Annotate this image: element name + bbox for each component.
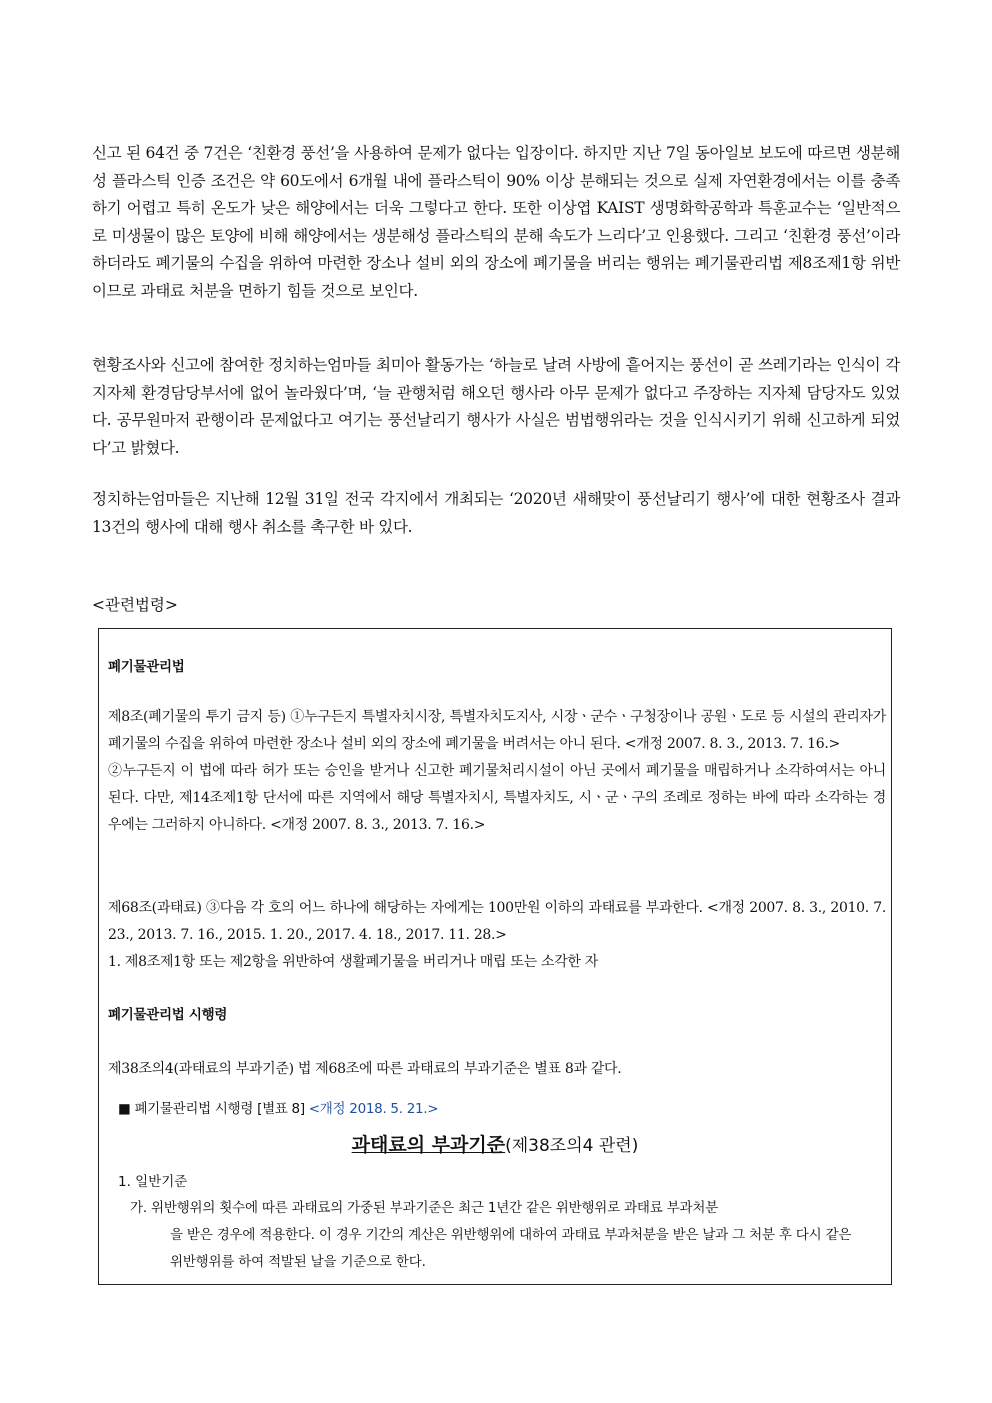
article-38-4: 제38조의4(과태료의 부과기준) 법 제68조에 따른 과태료의 부과기준은 별표 8과 같다. [108,1061,622,1077]
paragraph-activist-quote: 현황조사와 신고에 참여한 정치하는엄마들 최미아 활동가는 ‘하늘로 날려 사방에 흩어지는 풍선이 곧 쓰레기라는 인식이 각 지자체 환경담당부서에 없어 놀라웠다’며, ‘늘 관행처럼 해오던 행사라 아무 문제가 없다고 주장하는 지자체 담당자도 있었다. 공무원마저 관행이라 문제없다고 여기는 풍선날리기 행사가 사실은 범법행위라는 것을 인식시키기 위해 신고하게 되었다’고 밝혔다. [92,356,900,457]
fine-criteria-title [98,1130,892,1157]
paragraph-prior-survey: 정치하는엄마들은 지난해 12월 31일 전국 각지에서 개최되는 ‘2020년 새해맞이 풍선날리기 행사’에 대한 현황조사 결과 13건의 행사에 대해 행사 취소를 촉구한 바 있다. [92,490,900,536]
law-title-waste-management-act: 폐기물관리법 [108,659,185,675]
article-68 [108,895,886,976]
law-title-enforcement-decree: 폐기물관리법 시행령 [108,1007,228,1023]
appendix-revised-date: <개정 2018. 5. 21.> [308,1101,439,1117]
appendix-table-label: ■ 폐기물관리법 시행령 [별표 8] [118,1101,305,1117]
fine-criteria-title-sub: (제38조의4 관련) [505,1136,639,1156]
paragraph-eco-balloon: 신고 된 64건 중 7건은 ‘친환경 풍선’을 사용하여 문제가 없다는 입장이다. 하지만 지난 7일 동아일보 보도에 따르면 생분해성 플라스틱 인증 조건은 약 60도에서 6개월 내에 플라스틱이 90% 이상 분해되는 것으로 실제 자연환경에서는 이를 충족하기 어렵고 특히 온도가 낮은 해양에서는 더욱 그렇다고 한다. 또한 이상엽 KAIST 생명화학공학과 특훈교수는 ‘일반적으로 미생물이 많은 토양에 비해 해양에서는 생분해성 플라스틱의 분해 속도가 느리다’고 인용했다. 그리고 ‘친환경 풍선’이라 하더라도 폐기물의 수집을 위하여 마련한 장소나 설비 외의 장소에 폐기물을 버리는 행위는 폐기물관리법 제8조제1항 위반이므로 과태료 처분을 면하기 힘들 것으로 보인다. [92,144,900,300]
article-8-paragraph-2: ②누구든지 이 법에 따라 허가 또는 승인을 받거나 신고한 폐기물처리시설이 아닌 곳에서 폐기물을 매립하거나 소각하여서는 아니 된다. 다만, 제14조제1항 단서에 따른 지역에서 해당 특별자치시, 특별자치도, 시ㆍ군ㆍ구의 조례로 정하는 바에 따라 소각하는 경우에는 그러하지 아니하다. <개정 2007. 8. 3., 2013. 7. 16.> [108,763,886,833]
article-8 [108,704,886,839]
related-laws-heading: <관련법령> [92,596,178,614]
article-68-item-1: 1. 제8조제1항 또는 제2항을 위반하여 생활폐기물을 버리거나 매립 또는 소각한 자 [108,954,599,970]
appendix-table-reference [118,1096,896,1123]
article-68-paragraph-3: 제68조(과태료) ③다음 각 호의 어느 하나에 해당하는 자에게는 100만원 이하의 과태료를 부과한다. <개정 2007. 8. 3., 2010. 7. 23., 2013. 7. 16., 2015. 1. 20., 2017. 4. 18., 2017. 11. 28.> [108,900,886,943]
general-criteria-heading: 1. 일반기준 [118,1174,188,1190]
article-8-paragraph-1: 제8조(폐기물의 투기 금지 등) ①누구든지 특별자치시장, 특별자치도지사, 시장ㆍ군수ㆍ구청장이나 공원ㆍ도로 등 시설의 관리자가 폐기물의 수집을 위하여 마련한 장소나 설비 외의 장소에 폐기물을 버려서는 아니 된다. <개정 2007. 8. 3., 2013. 7. 16.> [108,709,886,752]
general-criteria-item-a-line1: 가. 위반행위의 횟수에 따른 과태료의 가중된 부과기준은 최근 1년간 같은 위반행위로 과태료 부과처분 [130,1200,719,1216]
general-criteria-item-a-continuation: 을 받은 경우에 적용한다. 이 경우 기간의 계산은 위반행위에 대하여 과태료 부과처분을 받은 날과 그 처분 후 다시 같은 위반행위를 하여 적발된 날을 기준으로 한다. [170,1227,852,1270]
general-criteria-item-a [130,1195,860,1276]
fine-criteria-title-main: 과태료의 부과기준 [351,1134,506,1156]
